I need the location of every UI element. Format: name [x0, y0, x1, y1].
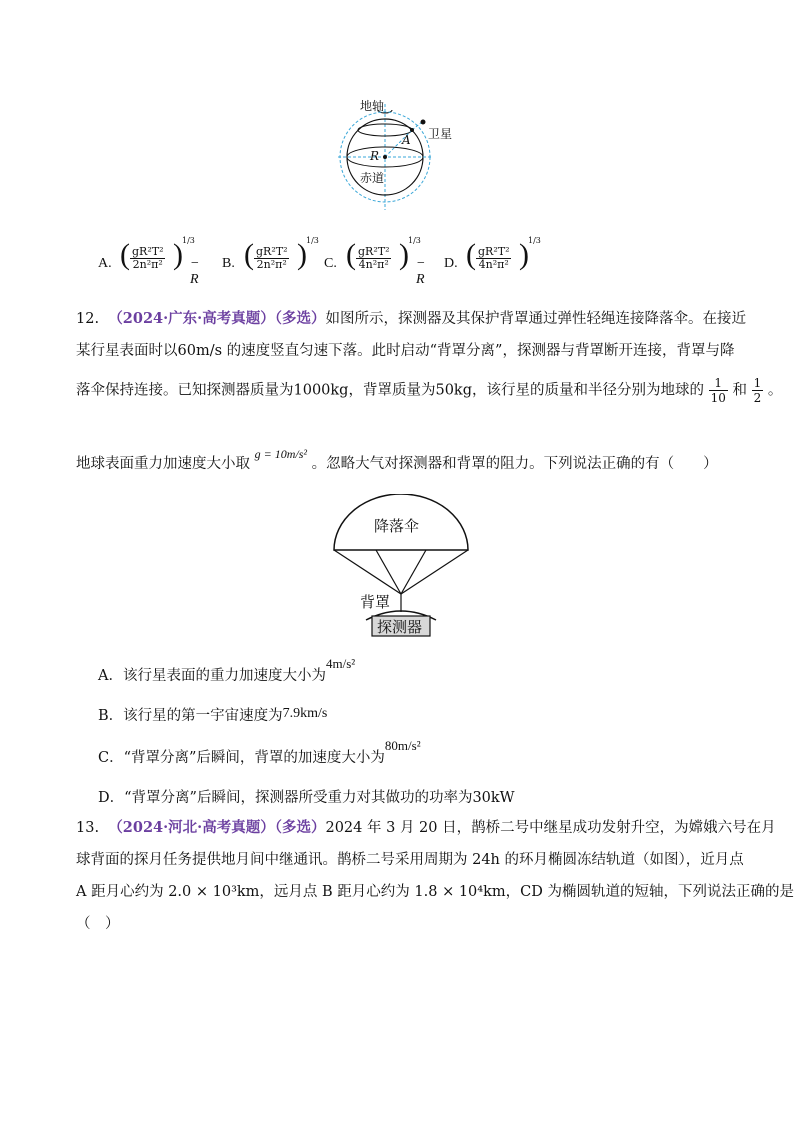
q12-line1: 12. （2024·广东·高考真题）（多选）如图所示，探测器及其保护背罩通过弹性轻绳连接降落伞。在接近: [76, 310, 746, 327]
g-value: g = 10m/s²: [254, 447, 307, 461]
q12-option-c[interactable]: C．“背罩分离”后瞬间，背罩的加速度大小为80m/s²: [98, 738, 421, 766]
question-number: 13.: [76, 820, 100, 836]
question-source: （2024·广东·高考真题）: [108, 310, 275, 327]
equator-label: 赤道: [360, 171, 385, 185]
satellite-label: 卫星: [428, 127, 453, 141]
q13-line1: 13. （2024·河北·高考真题）（多选）2024 年 3 月 20 日，鹊桥二号中继星成功发射升空，为嫦娥六号在月: [76, 819, 776, 836]
q12-option-b[interactable]: B．该行星的第一宇宙速度为7.9km/s: [98, 706, 328, 724]
q12-line3: 落伞保持连接。已知探测器质量为1000kg，背罩质量为50kg，该行星的质量和半径分别为地球的 $\frac{1}{10}$ 和 $\frac{1}{2}$ 。: [76, 376, 783, 405]
q13-line3: A 距月心约为 2.0 × 10³km，远月点 B 距月心约为 1.8 × 10⁴km，CD 为椭圆轨道的短轴，下列说法正确的是: [76, 884, 794, 900]
q13-line4: （ ）: [76, 916, 120, 932]
q13-line2: 球背面的探月任务提供地月间中继通讯。鹊桥二号采用周期为 24h 的环月椭圆冻结轨道（如图），近月点: [76, 852, 744, 868]
question-tag: （多选）: [274, 310, 326, 327]
q11-options: A. ( $\frac{\text{gR²T²}}{\text{2n²π²}}$ ) 1/3 − R B. ( $\frac{\text{gR²T²}}{\text{2n²π²}}$ ) 1/3 C. ( $\frac{\text{gR²T²}}{\text{4n²π²}}$ ) 1/3 − R D. ( $\frac{\text{gR²T²}}{\text{4n²π²}}$ ) 1/3: [98, 236, 541, 287]
point-a-label: A: [402, 133, 411, 147]
fraction-one-half: $\frac{1}{2}$: [753, 376, 762, 405]
q12-line2: 某行星表面时以60m/s 的速度竖直匀速下落。此时启动“背罩分离”，探测器与背罩断开连接，背罩与降: [76, 343, 735, 359]
question-source: （2024·河北·高考真题）: [108, 819, 275, 836]
q12-option-d[interactable]: D．“背罩分离”后瞬间，探测器所受重力对其做功的功率为30kW: [98, 790, 515, 806]
axis-label: 地轴: [360, 99, 385, 113]
question-tag: （多选）: [274, 819, 326, 836]
probe-label: 探测器: [377, 618, 423, 636]
fraction-one-tenth: $\frac{1}{10}$: [710, 376, 726, 405]
q12-option-a[interactable]: A．该行星表面的重力加速度大小为4m/s²: [98, 656, 356, 684]
parachute-label: 降落伞: [374, 517, 420, 535]
question-number: 12.: [76, 311, 100, 327]
q12-line4: 地球表面重力加速度大小取 $^{g = 10m/s^2}$ 。忽略大气对探测器和背罩的阻力。下列说法正确的有（ ）: [76, 447, 718, 472]
earth-satellite-figure: [330, 92, 470, 212]
backcover-label: 背罩: [360, 593, 391, 611]
radius-label: R: [370, 149, 380, 163]
